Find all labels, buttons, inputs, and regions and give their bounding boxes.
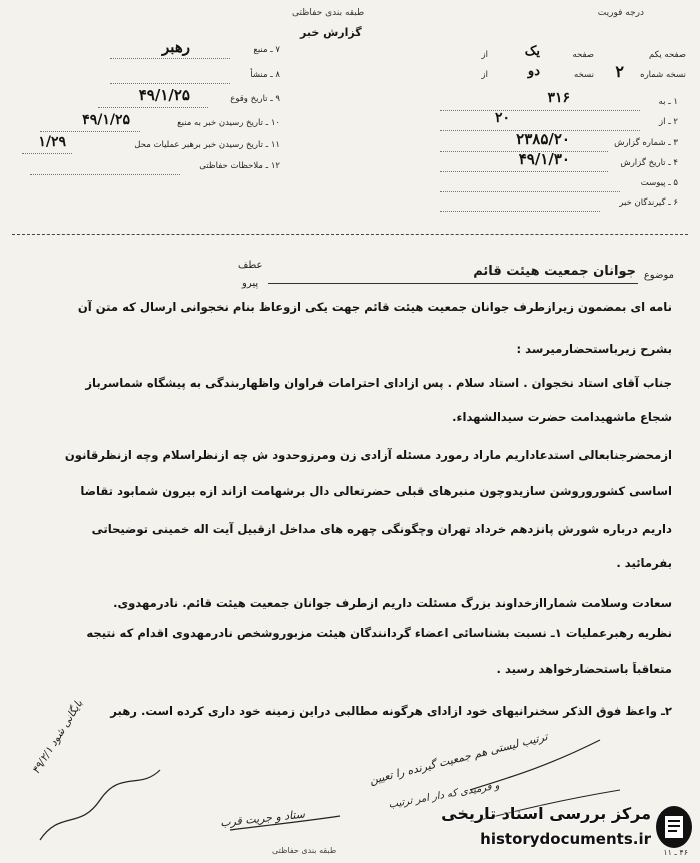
report-date-label: ۴ ـ تاریخ گزارش: [620, 158, 678, 168]
field-to-label: ۱ ـ به: [658, 97, 678, 107]
signature-right: ترتیب لیستی هم جمعیت گیرنده را تعیین: [368, 730, 549, 787]
copy-number-value: ۲: [615, 62, 624, 81]
report-date-value: ۴۹/۱/۳۰: [518, 150, 570, 168]
security-notes-label: ۱۲ ـ ملاحظات حفاظتی: [199, 161, 280, 171]
body-line-6: اساسی کشوروروشن سازیدوچون منبرهای قبلی حضرتعالی دال برشهامت ازاند ازه بیرون شمابود تقاضا: [80, 484, 672, 498]
event-date-label: ۹ ـ تاریخ وقوع: [230, 94, 280, 104]
copy-number-label: نسخه شماره: [640, 70, 686, 80]
subject-label: موضوع: [643, 270, 674, 281]
archive-logo-icon: [653, 804, 695, 850]
received-by-source-label: ۱۰ ـ تاریخ رسیدن خبر به منبع: [177, 118, 280, 128]
footer-classification: طبقه بندی حفاظتی: [272, 846, 337, 855]
body-line-7: داریم درباره شورش پانزدهم خرداد تهران وچگونگی چهره های مداخل ازقبیل آیت اله خمینی توضیحاتی: [91, 522, 672, 536]
received-by-source-value: ۴۹/۱/۲۵: [82, 112, 130, 128]
classification-label: طبقه بندی حفاظتی: [292, 8, 365, 18]
priority-label: درجه فوریت: [597, 8, 644, 18]
source-value: رهبر: [162, 38, 190, 56]
body-line-5: ازمحضرجنابعالی استدعاداریم ماراد رمورد مسئله آزادی زن ومرزوحدود ش چه ازنظراسلام وچه ازنظرقانون: [64, 448, 672, 462]
body-line-2: بشرح زیرباستحضارمیرسد :: [516, 342, 672, 356]
source-label: ۷ ـ منبع: [253, 45, 280, 55]
signature-bottom-right: و فرمیدی که دار امر ترتیب: [387, 780, 501, 811]
page-total-value: یک: [524, 44, 540, 59]
body-line-11: متعاقباً باستحضارخواهد رسید .: [496, 662, 672, 676]
body-line-8: بفرمائید .: [616, 556, 672, 570]
signature-bottom-center: ستاد و جریت قرب: [219, 807, 306, 830]
origin-label: ۸ ـ منشأ: [250, 70, 280, 80]
event-date-value: ۴۹/۱/۲۵: [138, 86, 190, 104]
report-number-label: ۳ ـ شماره گزارش: [614, 138, 678, 148]
body-line-3: جناب آقای استاد نخجوان . استاد سلام . پس ازادای احترامات فراوان واظهاربندگی به پیشگاه شماسرباز: [85, 376, 672, 390]
document-title: گزارش خبر: [300, 26, 362, 39]
copy-suffix: نسخه: [574, 70, 594, 80]
ref-peyro-label: پیرو: [242, 278, 259, 289]
body-line-9: سعادت وسلامت شماراازخداوند بزرگ مسئلت داریم ازطرف جوانان جمعیت هیئت قائم. نادرمهدوی.: [113, 596, 672, 610]
copy-total-value: دو: [527, 64, 540, 79]
body-line-12: ۲ـ واعظ فوق الذکر سخنرانیهای خود ازادای هرگونه مطالبی دراین زمینه خود داری کرده است. رهبر: [110, 704, 672, 718]
watermark-text-fa: مرکز بررسی اسناد تاریخی: [441, 804, 651, 823]
received-by-leader-value: ۱/۲۹: [38, 134, 66, 150]
body-line-4: شجاع ماشهیدامت حضرت سیدالشهداء.: [452, 410, 672, 424]
body-line-10: نظریه رهبرعملیات ۱ـ نسبت بشناسائی اعضاء گردانندگان هیئت مزبوروشخص نادرمهدوی اقدام که نتیجه: [86, 626, 672, 640]
received-by-leader-label: ۱۱ ـ تاریخ رسیدن خبر برهبر عملیات محل: [134, 140, 280, 150]
recipients-label: ۶ ـ گیرندگان خبر: [619, 198, 678, 208]
copy-of-label: از: [481, 70, 488, 80]
page-number-label: صفحه یکم: [649, 50, 686, 60]
footer-number: ۴۶ ـ ۱۱: [663, 848, 688, 857]
page-of-label: از: [481, 50, 488, 60]
report-number-value: ۲۳۸۵/۲۰: [516, 130, 570, 148]
field-from-label: ۲ ـ از: [659, 117, 678, 127]
attachment-label: ۵ ـ پیوست: [640, 178, 678, 188]
body-line-1: نامه ای بمضمون زیرازطرف جوانان جمعیت هیئت قائم جهت یکی ازوعاظ بنام نخجوانی ارسال که متن آن: [77, 300, 672, 314]
ref-atf-label: عطف: [238, 260, 263, 271]
field-from-value: ۲۰: [494, 110, 510, 126]
watermark-text-en: historydocuments.ir: [480, 830, 651, 848]
archive-watermark: [430, 800, 695, 858]
page-suffix: صفحه: [572, 50, 594, 60]
subject-value: جوانان جمعیت هیئت قائم: [473, 264, 636, 279]
signature-left: بایگانی شود ۴۹/۲/۱: [30, 697, 86, 777]
field-to-value: ۳۱۶: [547, 90, 570, 106]
